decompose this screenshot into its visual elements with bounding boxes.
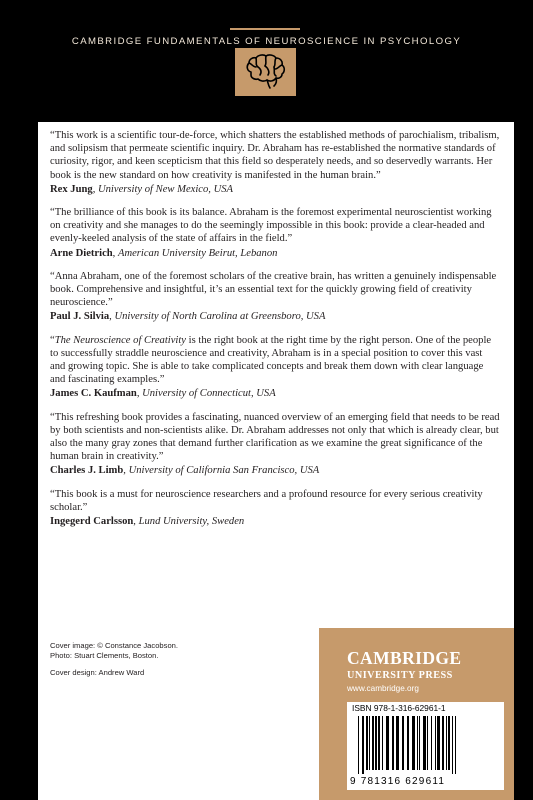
endorsement-attribution: Rex Jung, University of New Mexico, USA — [50, 183, 234, 195]
barcode-bar — [419, 716, 420, 770]
series-title: CAMBRIDGE FUNDAMENTALS OF NEUROSCIENCE IN PSYCHOLOGY — [71, 36, 462, 47]
barcode-bar — [372, 716, 374, 770]
barcode-bar — [437, 716, 440, 770]
barcode-bar — [362, 716, 364, 774]
cover-design-credit: Cover design: Andrew Ward — [50, 667, 145, 677]
endorsement-text: “This work is a scientific tour-de-force, which shatters the established methods of parochialism, tribalism, and solipsism that permeate scientific inquiry. Dr. Abraham has re-established the normative standards of curiosity, rigor, and keen scepticism that this field so desperately needs, and so deservedly warrants. Her book is the new standard on how creativity is manifested in the human brain.” — [50, 130, 500, 181]
endorsement — [50, 488, 500, 529]
cover-image-credit: Cover image: © Constance Jacobson. — [50, 641, 179, 650]
endorsement — [50, 411, 500, 478]
endorsement — [50, 270, 500, 324]
endorsement-attribution: Arne Dietrich, American University Beirut, Lebanon — [50, 247, 278, 259]
endorsement-text: “This refreshing book provides a fascinating, nuanced overview of an emerging field that needs to be read by both scientists and non-scientists alike. Dr. Abraham addresses not only that which is already clear, but also the many gray zones that demand further clarification as we examine the great significance of the human brain in creativity.” — [50, 411, 500, 463]
barcode-bar — [455, 716, 456, 774]
endorsement-attribution: Paul J. Silvia, University of North Carolina at Greensboro, USA — [50, 311, 326, 323]
publisher-press: UNIVERSITY PRESS — [347, 670, 453, 681]
barcode-bar — [442, 716, 444, 770]
endorsement-text: “The Neuroscience of Creativity is the right book at the right time by the right person. One of the people to successfully straddle neuroscience and creativity, Abraham is in a special position to cover this vast and growing topic. She is able to take complicated concepts and break them down with clear language and fascinating examples.” — [50, 334, 492, 386]
endorser-name: Ingegerd Carlsson — [50, 516, 134, 528]
barcode-bar — [446, 716, 447, 770]
endorser-name: Paul J. Silvia — [50, 311, 110, 323]
series-logo — [235, 48, 296, 96]
endorsement-attribution: Charles J. Limb, University of California San Francisco, USA — [50, 465, 320, 477]
endorser-name: Rex Jung — [50, 183, 93, 195]
barcode-bar — [431, 716, 432, 770]
endorsement — [50, 206, 500, 260]
endorser-affiliation: University of California San Francisco, USA — [128, 465, 320, 477]
series-accent-bar — [230, 28, 300, 30]
endorsement-text-body: is the right book at the right time by the right person. One of the people to successfully straddle neuroscience and creativity, Abraham is in a special position to cover this vast and growing topic. She is able to take complicated concepts and break them down with clear language and fascinating examples.” — [50, 334, 492, 386]
barcode-bar — [402, 716, 404, 770]
endorser-name: Arne Dietrich — [50, 247, 113, 259]
barcode-bar — [435, 716, 436, 770]
barcode-icon — [356, 716, 496, 774]
endorsement-text: “This book is a must for neuroscience researchers and a profound resource for every serious creativity scholar.” — [50, 488, 483, 513]
endorser-affiliation: Lund University, Sweden — [138, 516, 245, 528]
endorser-name: James C. Kaufman — [50, 388, 137, 400]
barcode-bar — [366, 716, 368, 770]
publisher-url: www.cambridge.org — [347, 684, 419, 693]
endorsement — [50, 129, 500, 196]
barcode-bar — [423, 716, 426, 770]
barcode-bar — [369, 716, 370, 770]
endorsement — [50, 334, 500, 401]
cover-credits — [50, 641, 290, 678]
barcode-digits: 9 781316 629611 — [350, 776, 446, 787]
endorser-affiliation: University of North Carolina at Greensboro, USA — [114, 311, 326, 323]
endorser-affiliation: University of New Mexico, USA — [97, 183, 234, 195]
publisher-name: CAMBRIDGE — [347, 648, 462, 668]
endorsement-text: “Anna Abraham, one of the foremost scholars of the creative brain, has written a genuinely indispensable book. Comprehensive and insightful, it’s an essential text for the quickly growing field of creativity neuroscience.” — [50, 270, 497, 309]
barcode-bar — [375, 716, 377, 770]
barcode-bar — [392, 716, 394, 770]
barcode-bar — [382, 716, 383, 770]
book-title: The Neuroscience of Creativity — [54, 334, 187, 346]
barcode-bar — [378, 716, 380, 770]
endorsement-text: “The brilliance of this book is its balance. Abraham is the foremost experimental neuroscientist working on creativity and she manages to do the seemingly impossible in this book: provide a clear-headed and evenly-keeled analysis of the state of affairs in the field.” — [50, 207, 492, 245]
endorser-affiliation: American University Beirut, Lebanon — [117, 247, 278, 259]
barcode-bar — [358, 716, 359, 774]
barcode-bar — [452, 716, 453, 774]
endorsement-attribution: Ingegerd Carlsson, Lund University, Sweden — [50, 516, 245, 528]
endorser-affiliation: University of Connecticut, USA — [142, 388, 276, 400]
barcode-bar — [417, 716, 418, 770]
barcode-bar — [407, 716, 409, 770]
barcode-bar — [412, 716, 415, 770]
barcode-bar — [386, 716, 389, 770]
endorsements — [50, 129, 500, 538]
barcode-bar — [427, 716, 428, 770]
barcode-bar — [448, 716, 450, 770]
endorsement-attribution: James C. Kaufman, University of Connecticut, USA — [50, 388, 276, 400]
barcode-bar — [396, 716, 399, 770]
endorser-name: Charles J. Limb — [50, 465, 124, 477]
brain-icon — [235, 48, 296, 96]
isbn-label: ISBN 978-1-316-62961-1 — [352, 703, 446, 713]
photo-credit: Photo: Stuart Clements, Boston. — [50, 651, 159, 661]
